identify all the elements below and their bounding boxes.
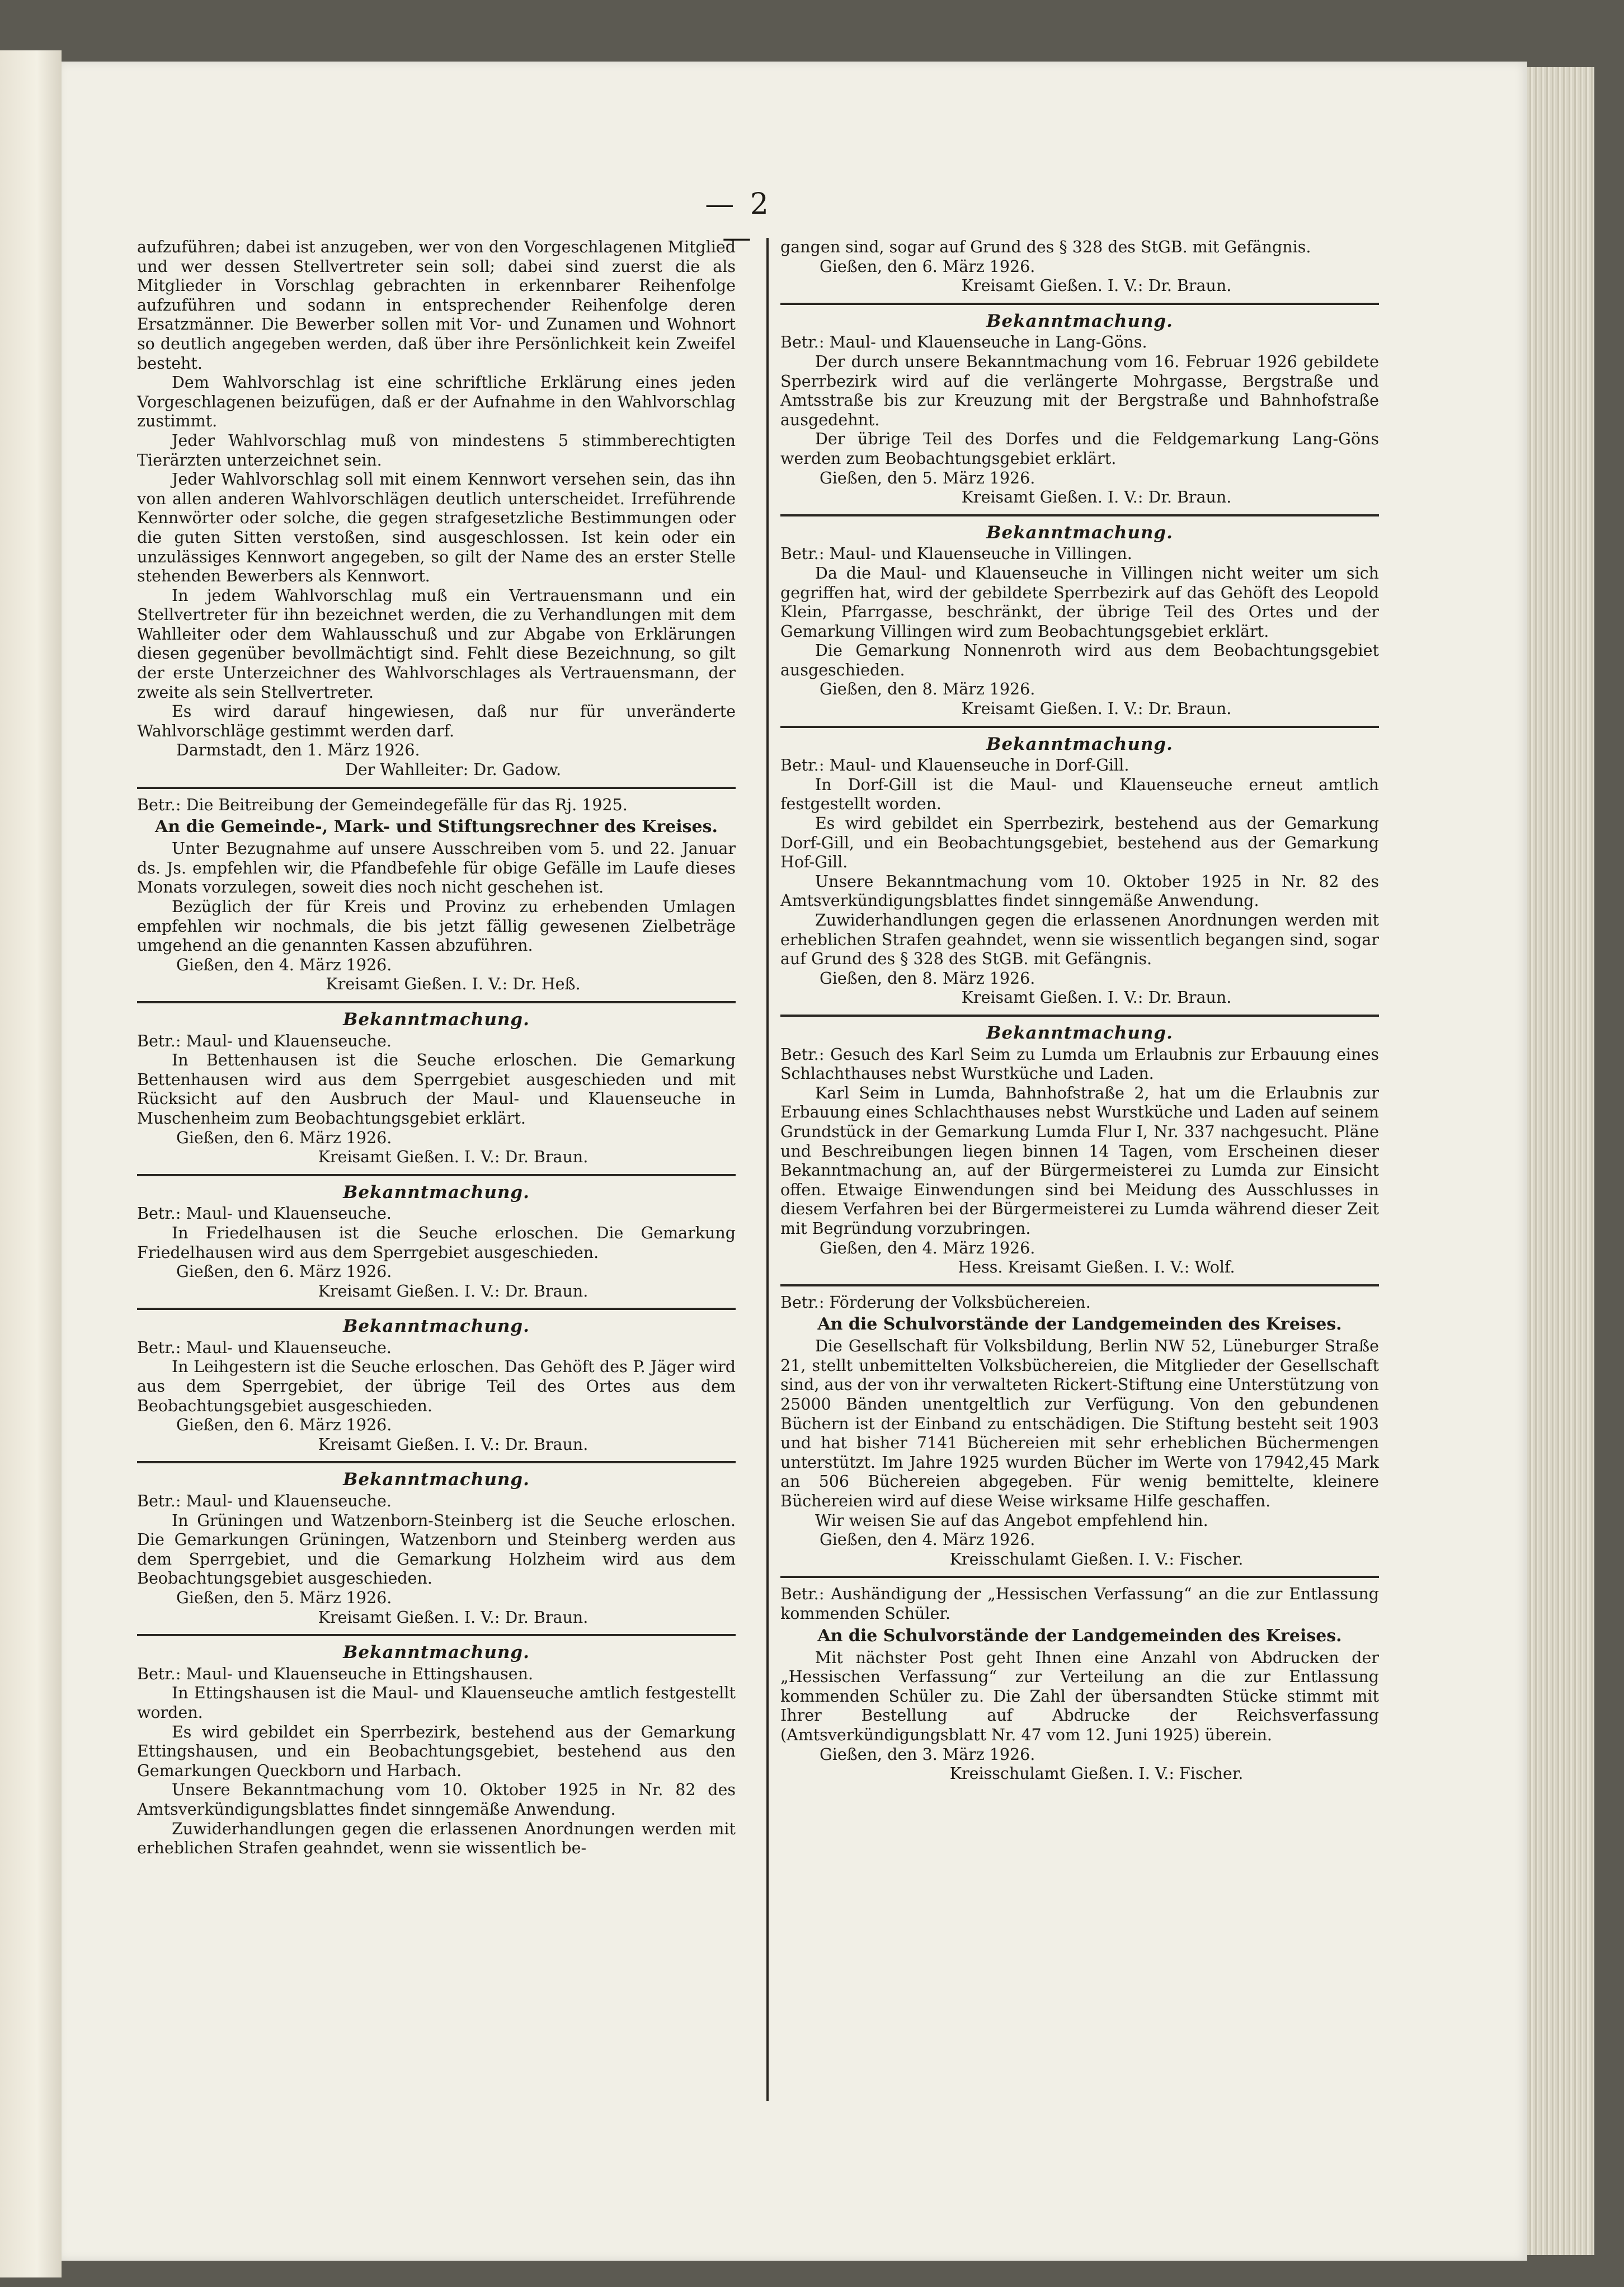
addressee-line: An die Gemeinde-, Mark- und Stiftungsrechner des Kreises. — [155, 817, 718, 837]
page-number: — 2 — — [705, 187, 772, 255]
signature-line: Kreisamt Gießen. I. V.: Dr. Braun. — [318, 1435, 589, 1454]
body-paragraph: Karl Seim in Lumda, Bahnhofstraße 2, hat um die Erlaubnis zur Erbauung eines Schlachthauses nebst Wurstküche und Laden auf seinem Grundstück in der Gemarkung Lumda Flur I, Nr. 337 nachgesucht. Pläne und Beschreibungen liegen binnen 14 Tagen, vom Erscheinen dieser Bekanntmachung an, auf der Bürgermeisterei zu Lumda zur Einsicht offen. Etwaige Einwendungen sind bei Meidung des Ausschlusses in diesem Verfahren bei der Bürgermeisterei zu Lumda während dieser Zeit mit Begründung vorzubringen. — [780, 1083, 1379, 1238]
subject-line: Betr.: Maul- und Klauenseuche in Ettingshausen. — [137, 1664, 534, 1683]
body-paragraph: Jeder Wahlvorschlag muß von mindestens 5 stimmberechtigten Tierärzten unterzeichnet sein. — [137, 431, 736, 469]
signature-line: Kreisamt Gießen. I. V.: Dr. Heß. — [326, 975, 581, 994]
section-rule — [780, 1576, 1379, 1578]
signature-line: Der Wahlleiter: Dr. Gadow. — [345, 760, 562, 779]
body-paragraph: gangen sind, sogar auf Grund des § 328 des StGB. mit Gefängnis. — [780, 238, 1311, 256]
subject-line: Betr.: Gesuch des Karl Seim zu Lumda um Erlaubnis zur Erbauung eines Schlachthauses nebst Wurstküche und Laden. — [780, 1045, 1379, 1083]
signature-line: Kreisamt Gießen. I. V.: Dr. Braun. — [961, 276, 1232, 295]
section-heading: Bekanntmachung. — [343, 1182, 530, 1203]
body-paragraph: Dem Wahlvorschlag ist eine schriftliche Erklärung eines jeden Vorgeschlagenen beizufügen, daß er der Aufnahme in den Wahlvorschlag zustimmt. — [137, 373, 736, 431]
subject-line: Betr.: Maul- und Klauenseuche. — [137, 1492, 392, 1511]
subject-line: Betr.: Maul- und Klauenseuche. — [137, 1031, 392, 1050]
section-heading: Bekanntmachung. — [986, 1022, 1173, 1043]
body-paragraph: In Leihgestern ist die Seuche erloschen. Das Gehöft des P. Jäger wird aus dem Sperrgebiet, der übrige Teil des Ortes aus dem Beobachtungsgebiet ausgeschieden. — [137, 1358, 736, 1415]
dateline: Gießen, den 6. März 1926. — [820, 257, 1035, 276]
dateline: Gießen, den 6. März 1926. — [176, 1416, 392, 1435]
body-paragraph: In jedem Wahlvorschlag muß ein Vertrauensmann und ein Stellvertreter für ihn bezeichnet werden, die zu Verhandlungen mit dem Wahlleiter oder dem Wahlausschuß und zur Abgabe von Erklärungen diesen gegenüber bevollmächtigt sind. Fehlt diese Bezeichnung, so gilt der erste Unterzeichner des Wahlvorschlages als Vertrauensmann, der zweite als sein Stellvertreter. — [137, 586, 736, 702]
dateline: Gießen, den 3. März 1926. — [820, 1745, 1035, 1764]
body-paragraph: Es wird gebildet ein Sperrbezirk, bestehend aus der Gemarkung Ettingshausen, und ein Beobachtungsgebiet, bestehend aus den Gemarkungen Queckborn und Harbach. — [137, 1722, 736, 1780]
subject-line: Betr.: Förderung der Volksbüchereien. — [780, 1293, 1091, 1312]
body-paragraph: In Ettingshausen ist die Maul- und Klauenseuche amtlich festgestellt worden. — [137, 1684, 736, 1722]
dateline: Gießen, den 5. März 1926. — [176, 1589, 392, 1607]
section-rule — [137, 787, 736, 789]
section-rule — [780, 514, 1379, 516]
subject-line: Betr.: Maul- und Klauenseuche in Lang-Göns. — [780, 333, 1147, 352]
dateline: Gießen, den 4. März 1926. — [176, 955, 392, 974]
section-rule — [780, 1015, 1379, 1017]
addressee-line: An die Schulvorstände der Landgemeinden des Kreises. — [817, 1314, 1342, 1335]
section-rule — [780, 1284, 1379, 1286]
section-heading: Bekanntmachung. — [343, 1469, 530, 1490]
subject-line: Betr.: Aushändigung der „Hessischen Verfassung“ an die zur Entlassung kommenden Schüler. — [780, 1585, 1379, 1623]
signature-line: Kreisamt Gießen. I. V.: Dr. Braun. — [318, 1281, 589, 1300]
section-rule — [137, 1174, 736, 1176]
body-paragraph: Jeder Wahlvorschlag soll mit einem Kennwort versehen sein, das ihn von allen anderen Wahlvorschlägen deutlich unterscheidet. Irreführende Kennwörter oder solche, die gegen strafgesetzliche Bestimmungen oder die guten Sitten verstoßen, sind ausgeschlossen. Ist kein oder ein unzulässiges Kennwort angegeben, so gilt der Name des an erster Stelle stehenden Bewerbers als Kennwort. — [137, 470, 736, 586]
body-paragraph: Unter Bezugnahme auf unsere Ausschreiben vom 5. und 22. Januar ds. Js. empfehlen wir, die Pfandbefehle für obige Gefälle im Laufe dieses Monats vorzulegen, soweit dies noch nicht geschehen ist. — [137, 839, 736, 897]
addressee-line: An die Schulvorstände der Landgemeinden des Kreises. — [817, 1626, 1342, 1646]
body-paragraph: In Bettenhausen ist die Seuche erloschen. Die Gemarkung Bettenhausen wird aus dem Sperrgebiet ausgeschieden und mit Rücksicht auf den Ausbruch der Maul- und Klauenseuche in Muschenheim zum Beobachtungsgebiet erklärt. — [137, 1051, 736, 1128]
body-paragraph: In Friedelhausen ist die Seuche erloschen. Die Gemarkung Friedelhausen wird aus dem Sperrgebiet ausgeschieden. — [137, 1223, 736, 1262]
right-column — [780, 238, 1379, 1784]
body-paragraph: Bezüglich der für Kreis und Provinz zu erhebenden Umlagen empfehlen wir nochmals, die bis jetzt fällig gewesenen Zielbeträge umgehend an die genannten Kassen abzuführen. — [137, 898, 736, 955]
facing-page-edge — [0, 50, 62, 2277]
left-column — [137, 238, 736, 1858]
section-heading: Bekanntmachung. — [343, 1009, 530, 1030]
dateline: Gießen, den 8. März 1926. — [820, 680, 1035, 699]
signature-line: Hess. Kreisamt Gießen. I. V.: Wolf. — [958, 1258, 1235, 1277]
section-heading: Bekanntmachung. — [986, 734, 1173, 754]
section-rule — [137, 1001, 736, 1003]
section-rule — [780, 726, 1379, 728]
section-heading: Bekanntmachung. — [343, 1316, 530, 1337]
subject-line: Betr.: Die Beitreibung der Gemeindegefälle für das Rj. 1925. — [137, 795, 628, 814]
page-stack-edge — [1527, 67, 1594, 2255]
body-paragraph: Unsere Bekanntmachung vom 10. Oktober 1925 in Nr. 82 des Amtsverkündigungsblattes findet sinngemäße Anwendung. — [137, 1781, 736, 1819]
body-paragraph: Zuwiderhandlungen gegen die erlassenen Anordnungen werden mit erheblichen Strafen geahndet, wenn sie wissentlich begangen sind, sogar auf Grund des § 328 des StGB. mit Gefängnis. — [780, 911, 1379, 969]
dateline: Gießen, den 6. März 1926. — [176, 1128, 392, 1147]
body-paragraph: Der durch unsere Bekanntmachung vom 16. Februar 1926 gebildete Sperrbezirk wird auf die verlängerte Mohrgasse, Bergstraße und Amtsstraße bis zur Kreuzung mit der Bergstraße und Bahnhofstraße ausgedehnt. — [780, 352, 1379, 429]
subject-line: Betr.: Maul- und Klauenseuche in Villingen. — [780, 544, 1132, 563]
body-paragraph: Wir weisen Sie auf das Angebot empfehlend hin. — [815, 1511, 1208, 1530]
section-heading: Bekanntmachung. — [343, 1642, 530, 1663]
signature-line: Kreisamt Gießen. I. V.: Dr. Braun. — [961, 988, 1232, 1007]
body-paragraph: Der übrige Teil des Dorfes und die Feldgemarkung Lang-Göns werden zum Beobachtungsgebiet erklärt. — [780, 430, 1379, 468]
body-paragraph: Die Gemarkung Nonnenroth wird aus dem Beobachtungsgebiet ausgeschieden. — [780, 641, 1379, 679]
section-heading: Bekanntmachung. — [986, 311, 1173, 331]
dateline: Gießen, den 8. März 1926. — [820, 969, 1035, 988]
body-paragraph: Es wird gebildet ein Sperrbezirk, bestehend aus der Gemarkung Dorf-Gill, und ein Beobachtungsgebiet, bestehend aus der Gemarkung Hof-Gill. — [780, 814, 1379, 872]
dateline: Gießen, den 6. März 1926. — [176, 1262, 392, 1281]
section-rule — [137, 1461, 736, 1463]
section-heading: Bekanntmachung. — [986, 522, 1173, 543]
body-paragraph: In Grüningen und Watzenborn-Steinberg ist die Seuche erloschen. Die Gemarkungen Grüningen, Watzenborn und Steinberg werden aus dem Sperrgebiet, und die Gemarkung Holzheim wird aus dem Beobachtungsgebiet ausgeschieden. — [137, 1511, 736, 1588]
signature-line: Kreisamt Gießen. I. V.: Dr. Braun. — [961, 488, 1232, 507]
signature-line: Kreisamt Gießen. I. V.: Dr. Braun. — [318, 1148, 589, 1167]
signature-line: Kreisschulamt Gießen. I. V.: Fischer. — [949, 1549, 1244, 1569]
subject-line: Betr.: Maul- und Klauenseuche in Dorf-Gill. — [780, 756, 1129, 775]
signature-line: Kreisamt Gießen. I. V.: Dr. Braun. — [318, 1608, 589, 1627]
body-paragraph: Mit nächster Post geht Ihnen eine Anzahl von Abdrucken der „Hessischen Verfassung“ zur Verteilung an die zur Entlassung kommenden Schüler zu. Die Zahl der übersandten Stücke stimmt mit Ihrer Bestellung auf Abdrucke der Reichsverfassung (Amtsverkündigungsblatt Nr. 47 vom 12. Juni 1925) überein. — [780, 1648, 1379, 1744]
dateline: Gießen, den 5. März 1926. — [820, 468, 1035, 487]
section-rule — [137, 1634, 736, 1636]
signature-line: Kreisamt Gießen. I. V.: Dr. Braun. — [961, 699, 1232, 718]
body-paragraph: Zuwiderhandlungen gegen die erlassenen Anordnungen werden mit erheblichen Strafen geahndet, wenn sie wissentlich be- — [137, 1819, 736, 1858]
body-paragraph: Da die Maul- und Klauenseuche in Villingen nicht weiter um sich gegriffen hat, wird der gebildete Sperrbezirk auf das Gehöft des Leopold Klein, Pfarrgasse, beschränkt, der übrige Teil des Ortes und der Gemarkung Villingen wird zum Beobachtungsgebiet erklärt. — [780, 563, 1379, 641]
body-paragraph: Die Gesellschaft für Volksbildung, Berlin NW 52, Lüneburger Straße 21, stellt unbemittelten Volksbüchereien, die Mitglieder der Gesellschaft sind, aus der von ihr verwalteten Rickert-Stiftung eine Unterstützung von 25000 Bänden unentgeltlich zur Verfügung. Von den gebundenen Büchern ist der Einband zu entschädigen. Die Stiftung besteht seit 1903 und hat bisher 7141 Büchereien mit sehr erheblichen Büchermengen unterstützt. Im Jahre 1925 wurden Bücher im Werte von 17942,45 Mark an 506 Büchereien abgegeben. Für wenig bemittelte, kleinere Büchereien wird auf diese Weise wirksame Hilfe geschaffen. — [780, 1337, 1379, 1511]
column-divider — [766, 238, 769, 2101]
signature-line: Kreisschulamt Gießen. I. V.: Fischer. — [949, 1764, 1244, 1783]
dateline: Gießen, den 4. März 1926. — [820, 1530, 1035, 1549]
dateline: Darmstadt, den 1. März 1926. — [176, 741, 420, 760]
section-rule — [137, 1308, 736, 1310]
body-paragraph: Es wird darauf hingewiesen, daß nur für unveränderte Wahlvorschläge gestimmt werden darf. — [137, 702, 736, 740]
body-paragraph: In Dorf-Gill ist die Maul- und Klauenseuche erneut amtlich festgestellt worden. — [780, 775, 1379, 814]
dateline: Gießen, den 4. März 1926. — [820, 1238, 1035, 1257]
body-paragraph: Unsere Bekanntmachung vom 10. Oktober 1925 in Nr. 82 des Amtsverkündigungsblattes findet sinngemäße Anwendung. — [780, 872, 1379, 910]
subject-line: Betr.: Maul- und Klauenseuche. — [137, 1204, 392, 1223]
body-paragraph: aufzuführen; dabei ist anzugeben, wer von den Vorgeschlagenen Mitglied und wer dessen Stellvertreter sein soll; dabei sind zuerst die als Mitglieder in Vorschlag gebrachten in erkennbarer Reihenfolge aufzuführen und sodann in entsprechender Reihenfolge deren Ersatzmänner. Die Bewerber sollen mit Vor- und Zunamen und Wohnort so deutlich angegeben werden, daß über ihre Persönlichkeit kein Zweifel besteht. — [137, 238, 736, 373]
section-rule — [780, 303, 1379, 305]
subject-line: Betr.: Maul- und Klauenseuche. — [137, 1338, 392, 1357]
